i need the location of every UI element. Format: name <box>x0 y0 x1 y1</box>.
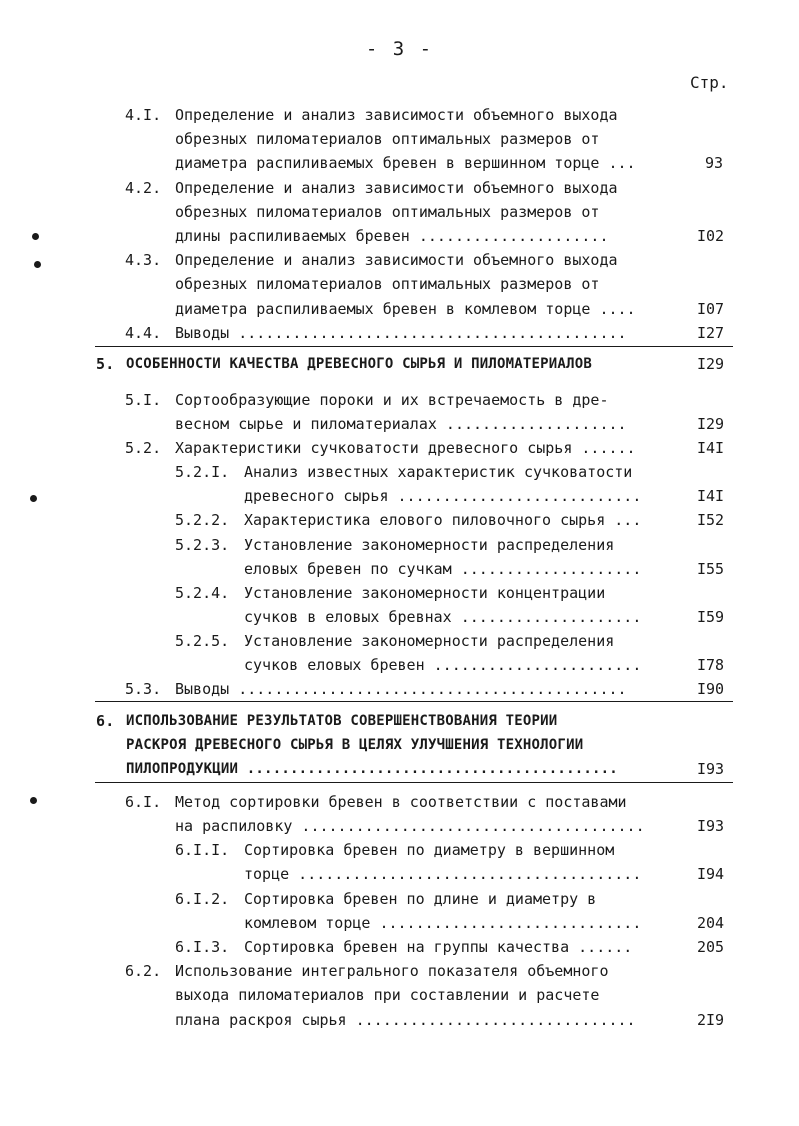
entry-page-number: I4I <box>697 439 725 457</box>
entry-title-line: Выводы ........................................... <box>175 324 627 342</box>
entry-title-line: Анализ известных характеристик сучковатости <box>244 463 633 481</box>
entry-number: 6.2. <box>125 962 162 980</box>
entry-number: 4.2. <box>125 179 162 197</box>
entry-number: 5.3. <box>125 680 162 698</box>
section-number: 6. <box>96 712 115 730</box>
page-column-header: Стр. <box>690 73 729 92</box>
entry-title-line: Метод сортировки бревен в соответствии с поставами <box>175 793 627 811</box>
entry-title-line: Сортировка бревен по длине и диаметру в <box>244 890 597 908</box>
entry-page-number: I29 <box>697 355 725 373</box>
entry-title-line: длины распиливаемых бревен ..................... <box>175 227 609 245</box>
entry-page-number: I55 <box>697 560 725 578</box>
entry-page-number: 204 <box>697 914 725 932</box>
entry-title-line: Использование интегрального показателя объемного <box>175 962 609 980</box>
entry-page-number: 2I9 <box>697 1011 725 1029</box>
entry-number: 5.I. <box>125 391 162 409</box>
entry-title-line: Установление закономерности концентрации <box>244 584 606 602</box>
entry-title-line: обрезных пиломатериалов оптимальных размеров от <box>175 130 600 148</box>
entry-page-number: I78 <box>697 656 725 674</box>
entry-title-line: сучков в еловых бревнах .................... <box>244 608 642 626</box>
entry-number: 5.2.5. <box>175 632 230 650</box>
entry-title-line: Определение и анализ зависимости объемного выхода <box>175 179 618 197</box>
entry-title-line: сучков еловых бревен ....................... <box>244 656 642 674</box>
entry-title-line: выхода пиломатериалов при составлении и расчете <box>175 986 600 1004</box>
entry-page-number: I27 <box>697 324 725 342</box>
entry-title-line: Характеристика елового пиловочного сырья ... <box>244 511 642 529</box>
section-title: ПИЛОПРОДУКЦИИ ........................................... <box>126 761 618 777</box>
entry-page-number: I93 <box>697 817 725 835</box>
entry-title-line: Сортообразующие пороки и их встречаемость в дре- <box>175 391 609 409</box>
entry-page-number: 93 <box>705 154 724 172</box>
entry-title-line: диаметра распиливаемых бревен в вершинном торце ... <box>175 154 636 172</box>
entry-title-line: Выводы ........................................... <box>175 680 627 698</box>
entry-number: 5.2. <box>125 439 162 457</box>
entry-number: 6.I.2. <box>175 890 230 908</box>
entry-title-line: торце ...................................... <box>244 865 642 883</box>
section-title: РАСКРОЯ ДРЕВЕСНОГО СЫРЬЯ В ЦЕЛЯХ УЛУЧШЕНИЯ ТЕХНОЛОГИИ <box>126 737 584 753</box>
section-title: ИСПОЛЬЗОВАНИЕ РЕЗУЛЬТАТОВ СОВЕРШЕНСТВОВАНИЯ ТЕОРИИ <box>126 713 558 729</box>
entry-page-number: I4I <box>697 487 725 505</box>
entry-title-line: Установление закономерности распределения <box>244 536 615 554</box>
entry-page-number: I02 <box>697 227 725 245</box>
entry-title-line: комлевом торце ............................. <box>244 914 642 932</box>
entry-title-line: плана раскроя сырья ............................... <box>175 1011 636 1029</box>
scan-mark <box>30 797 37 804</box>
entry-page-number: I29 <box>697 415 725 433</box>
entry-title-line: древесного сырья ........................... <box>244 487 642 505</box>
entry-number: 4.4. <box>125 324 162 342</box>
entry-page-number: I94 <box>697 865 725 883</box>
entry-number: 5.2.I. <box>175 463 230 481</box>
entry-number: 5.2.4. <box>175 584 230 602</box>
entry-page-number: I90 <box>697 680 725 698</box>
entry-number: 6.I.I. <box>175 841 230 859</box>
page-number: - 3 - <box>365 38 434 60</box>
entry-number: 5.2.2. <box>175 511 230 529</box>
entry-number: 5.2.3. <box>175 536 230 554</box>
entry-title-line: Характеристики сучковатости древесного сырья ...... <box>175 439 636 457</box>
entry-number: 6.I. <box>125 793 162 811</box>
entry-title-line: Сортировка бревен по диаметру в вершинном <box>244 841 615 859</box>
scan-mark <box>30 495 37 502</box>
entry-title-line: обрезных пиломатериалов оптимальных размеров от <box>175 275 600 293</box>
section-divider <box>95 782 733 783</box>
entry-page-number: I07 <box>697 300 725 318</box>
scan-mark <box>32 233 39 240</box>
entry-page-number: 205 <box>697 938 725 956</box>
entry-page-number: I93 <box>697 760 725 778</box>
entry-page-number: I59 <box>697 608 725 626</box>
entry-title-line: на распиловку ...................................... <box>175 817 645 835</box>
section-number: 5. <box>96 355 115 373</box>
scan-mark <box>34 261 41 268</box>
entry-number: 4.I. <box>125 106 162 124</box>
entry-page-number: I52 <box>697 511 725 529</box>
section-divider <box>95 346 733 347</box>
entry-number: 6.I.3. <box>175 938 230 956</box>
entry-title-line: весном сырье и пиломатериалах .................... <box>175 415 627 433</box>
entry-title-line: Установление закономерности распределения <box>244 632 615 650</box>
entry-title-line: обрезных пиломатериалов оптимальных размеров от <box>175 203 600 221</box>
entry-title-line: Определение и анализ зависимости объемного выхода <box>175 106 618 124</box>
entry-title-line: диаметра распиливаемых бревен в комлевом торце .... <box>175 300 636 318</box>
section-title: ОСОБЕННОСТИ КАЧЕСТВА ДРЕВЕСНОГО СЫРЬЯ И ПИЛОМАТЕРИАЛОВ <box>126 356 592 372</box>
entry-title-line: Сортировка бревен на группы качества ...... <box>244 938 633 956</box>
section-divider <box>95 701 733 702</box>
entry-title-line: еловых бревен по сучкам .................... <box>244 560 642 578</box>
entry-number: 4.3. <box>125 251 162 269</box>
entry-title-line: Определение и анализ зависимости объемного выхода <box>175 251 618 269</box>
